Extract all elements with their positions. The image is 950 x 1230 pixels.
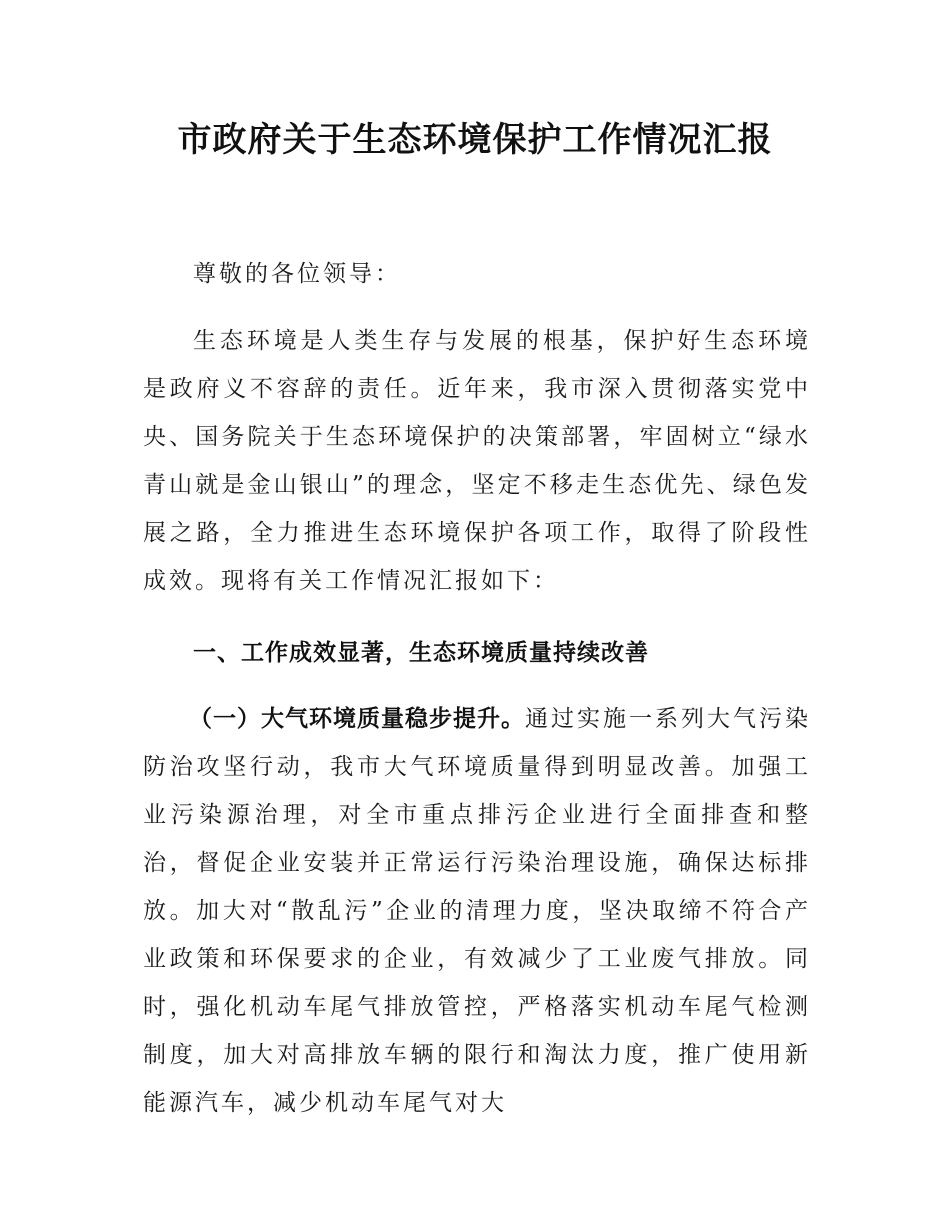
salutation: 尊敬的各位领导： (193, 261, 401, 287)
intro-paragraph: 生态环境是人类生存与发展的根基，保护好生态环境是政府义不容辞的责任。近年来，我市深入贯彻落实党中央、国务院关于生态环境保护的决策部署，牢固树立“绿水青山就是金山银山”的理念，坚定不移走生态优先、绿色发展之路，全力推进生态环境保护各项工作，取得了阶段性成效。现将有关工作情况汇报如下： (143, 328, 811, 594)
section-heading-1: 一、工作成效显著，生态环境质量持续改善 (193, 640, 649, 666)
document-title: 市政府关于生态环境保护工作情况汇报 (177, 120, 773, 160)
subsection-paragraph-1 (143, 695, 811, 1127)
subsection-lead-1: （一）大气环境质量稳步提升。 (189, 706, 525, 732)
subsection-body-1: 通过实施一系列大气污染防治攻坚行动，我市大气环境质量得到明显改善。加强工业污染源治理，对全市重点排污企业进行全面排查和整治，督促企业安装并正常运行污染治理设施，确保达标排放。加大对“散乱污”企业的清理力度，坚决取缔不符合产业政策和环保要求的企业，有效减少了工业废气排放。同时，强化机动车尾气排放管控，严格落实机动车尾气检测制度，加大对高排放车辆的限行和淘汰力度，推广使用新能源汽车，减少机动车尾气对大 (143, 706, 811, 1116)
